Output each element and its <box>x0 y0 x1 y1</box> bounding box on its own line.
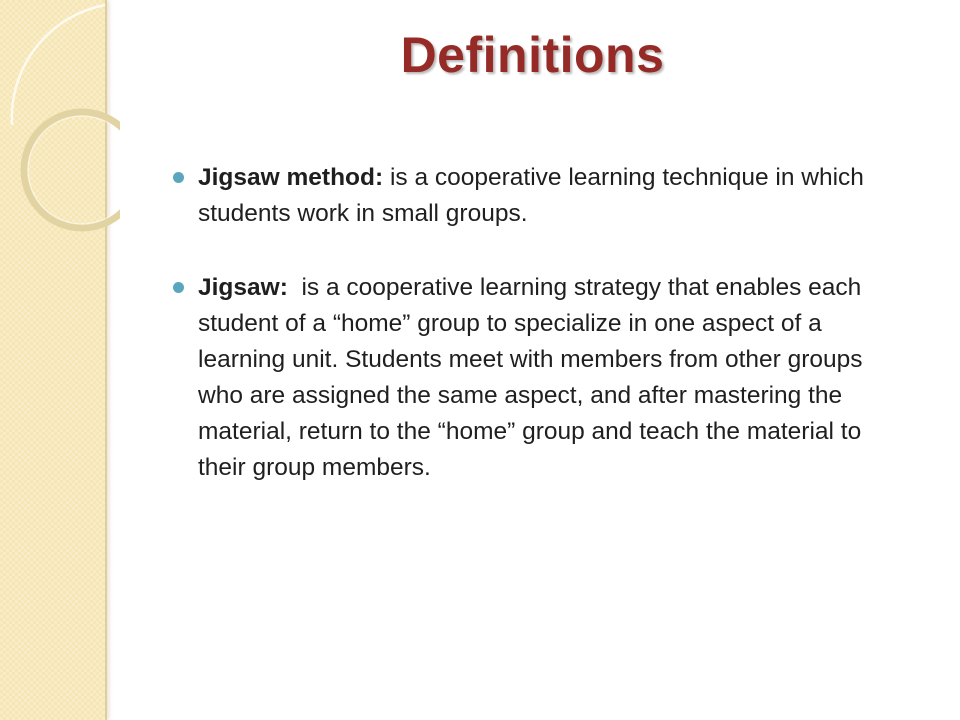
decorative-arc-top <box>12 5 105 125</box>
bullet-icon <box>173 282 184 293</box>
definition-term: Jigsaw: <box>198 274 288 301</box>
bullet-icon <box>173 172 184 183</box>
decorative-ring-middle <box>24 112 120 228</box>
slide-title: Definitions <box>400 27 665 83</box>
definition-item-jigsaw-method <box>168 160 898 232</box>
decorative-circles <box>0 0 120 260</box>
definition-term: Jigsaw method: <box>198 164 384 191</box>
definition-text: is a cooperative learning strategy that enables each student of a “home” group to specialize in one aspect of a learning unit. Students meet with members from other groups who are assigned the same aspect, and after mastering the material, return to the “home” group and teach the material to their group members. <box>198 274 870 481</box>
definition-item-jigsaw <box>168 270 898 486</box>
definition-text: is a cooperative learning technique in which students work in small groups. <box>198 164 864 227</box>
definitions-list <box>168 160 898 486</box>
